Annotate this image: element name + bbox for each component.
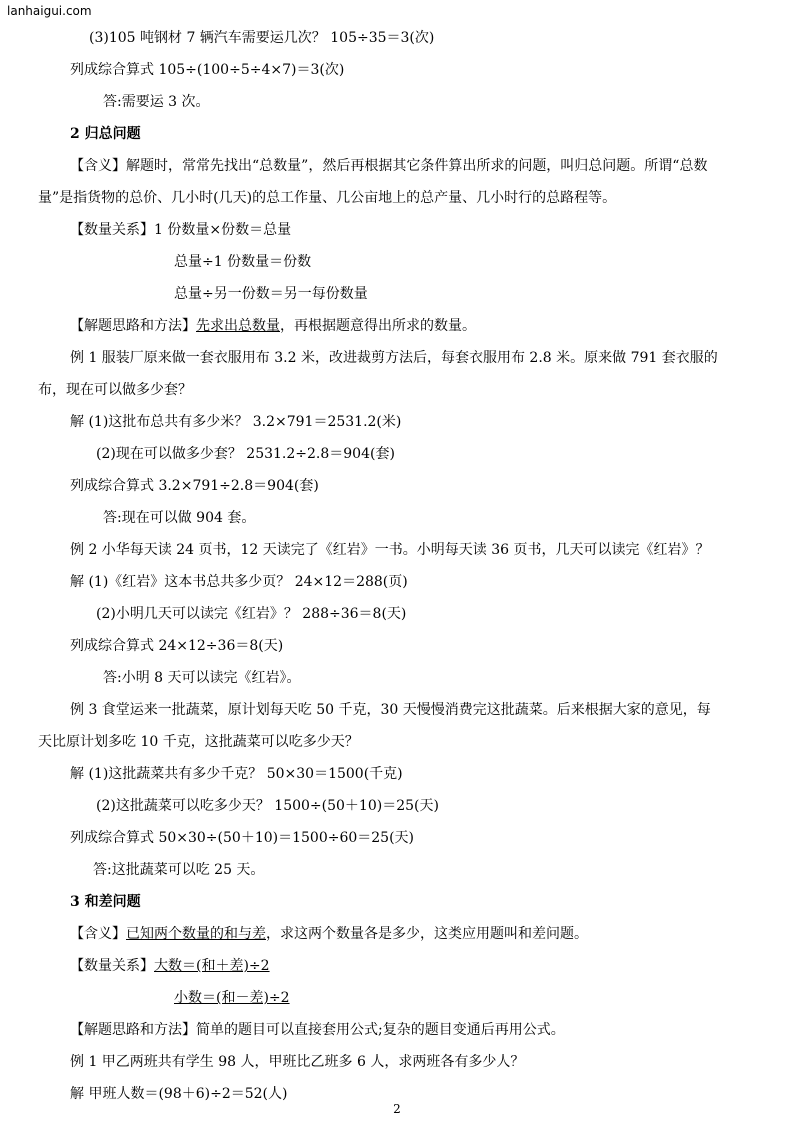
underlined-text: 小数＝(和－差)÷2 (174, 990, 290, 1006)
text-line: 例 1 服装厂原来做一套衣服用布 3.2 米，改进裁剪方法后，每套衣服用布 2.8 米。原来做 791 套衣服的 (70, 350, 718, 366)
text-line: 列成综合算式 50×30÷(50＋10)＝1500÷60＝25(天) (70, 830, 415, 846)
text-line (70, 925, 588, 943)
text-line: 解 (1)这批蔬菜共有多少千克？ 50×30＝1500(千克) (70, 766, 403, 782)
text-line (70, 317, 476, 335)
text-line: 列成综合算式 24×12÷36＝8(天) (70, 638, 284, 654)
text-line: 【数量关系】1 份数量×份数＝总量 (70, 222, 292, 238)
text-line (70, 957, 270, 975)
text-line: (2)这批蔬菜可以吃多少天？ 1500÷(50＋10)＝25(天) (96, 798, 439, 814)
text-line: (2)现在可以做多少套？ 2531.2÷2.8＝904(套) (96, 446, 395, 462)
text-line: 列成综合算式 3.2×791÷2.8＝904(套) (70, 478, 319, 494)
label: 【解题思路和方法】 (70, 318, 196, 334)
text-line: 答:现在可以做 904 套。 (103, 510, 256, 526)
text: ，再根据题意得出所求的数量。 (280, 318, 476, 334)
section-heading: 2 归总问题 (70, 126, 141, 142)
text-line: 列成综合算式 105÷(100÷5÷4×7)＝3(次) (70, 62, 345, 78)
text-line: 布，现在可以做多少套？ (38, 382, 192, 398)
text-line: 答:需要运 3 次。 (103, 94, 210, 110)
text-line: 【解题思路和方法】简单的题目可以直接套用公式;复杂的题目变通后再用公式。 (70, 1022, 565, 1038)
underlined-text: 大数＝(和＋差)÷2 (154, 958, 270, 974)
text-line: 量”是指货物的总价、几小时(几天)的总工作量、几公亩地上的总产量、几小时行的总路程等。 (38, 190, 617, 206)
label: 【数量关系】 (70, 958, 154, 974)
page-number: 2 (393, 1102, 401, 1116)
text-line: 解 (1)《红岩》这本书总共多少页？ 24×12＝288(页) (70, 574, 408, 590)
text-line: 解 甲班人数＝(98＋6)÷2＝52(人) (70, 1086, 288, 1102)
text-line: 答:这批蔬菜可以吃 25 天。 (93, 862, 265, 878)
watermark: lanhaigui.com (7, 4, 92, 18)
text-line: 答:小明 8 天可以读完《红岩》。 (103, 670, 301, 686)
text-line: 例 2 小华每天读 24 页书，12 天读完了《红岩》一书。小明每天读 36 页书，几天可以读完《红岩》？ (70, 542, 710, 558)
section-heading: 3 和差问题 (70, 894, 141, 910)
text-line: 总量÷1 份数量＝份数 (174, 254, 312, 270)
text-line: 例 3 食堂运来一批蔬菜，原计划每天吃 50 千克，30 天慢慢消费完这批蔬菜。后来根据大家的意见，每 (70, 702, 711, 718)
text-line: 例 1 甲乙两班共有学生 98 人，甲班比乙班多 6 人，求两班各有多少人？ (70, 1054, 525, 1070)
underlined-text: 先求出总数量 (196, 318, 280, 334)
text-line: 总量÷另一份数＝另一每份数量 (174, 286, 368, 302)
text-line: 天比原计划多吃 10 千克，这批蔬菜可以吃多少天？ (38, 734, 359, 750)
underlined-text: 已知两个数量的和与差 (126, 926, 266, 942)
text-line: 解 (1)这批布总共有多少米？ 3.2×791＝2531.2(米) (70, 414, 402, 430)
label: 【含义】 (70, 926, 126, 942)
text-line: 【含义】解题时，常常先找出“总数量”，然后再根据其它条件算出所求的问题，叫归总问题。所谓“总数 (70, 158, 708, 174)
text-line: (2)小明几天可以读完《红岩》？ 288÷36＝8(天) (96, 606, 407, 622)
text-line: (3)105 吨钢材 7 辆汽车需要运几次？ 105÷35＝3(次) (89, 30, 435, 46)
text: ，求这两个数量各是多少，这类应用题叫和差问题。 (266, 926, 588, 942)
